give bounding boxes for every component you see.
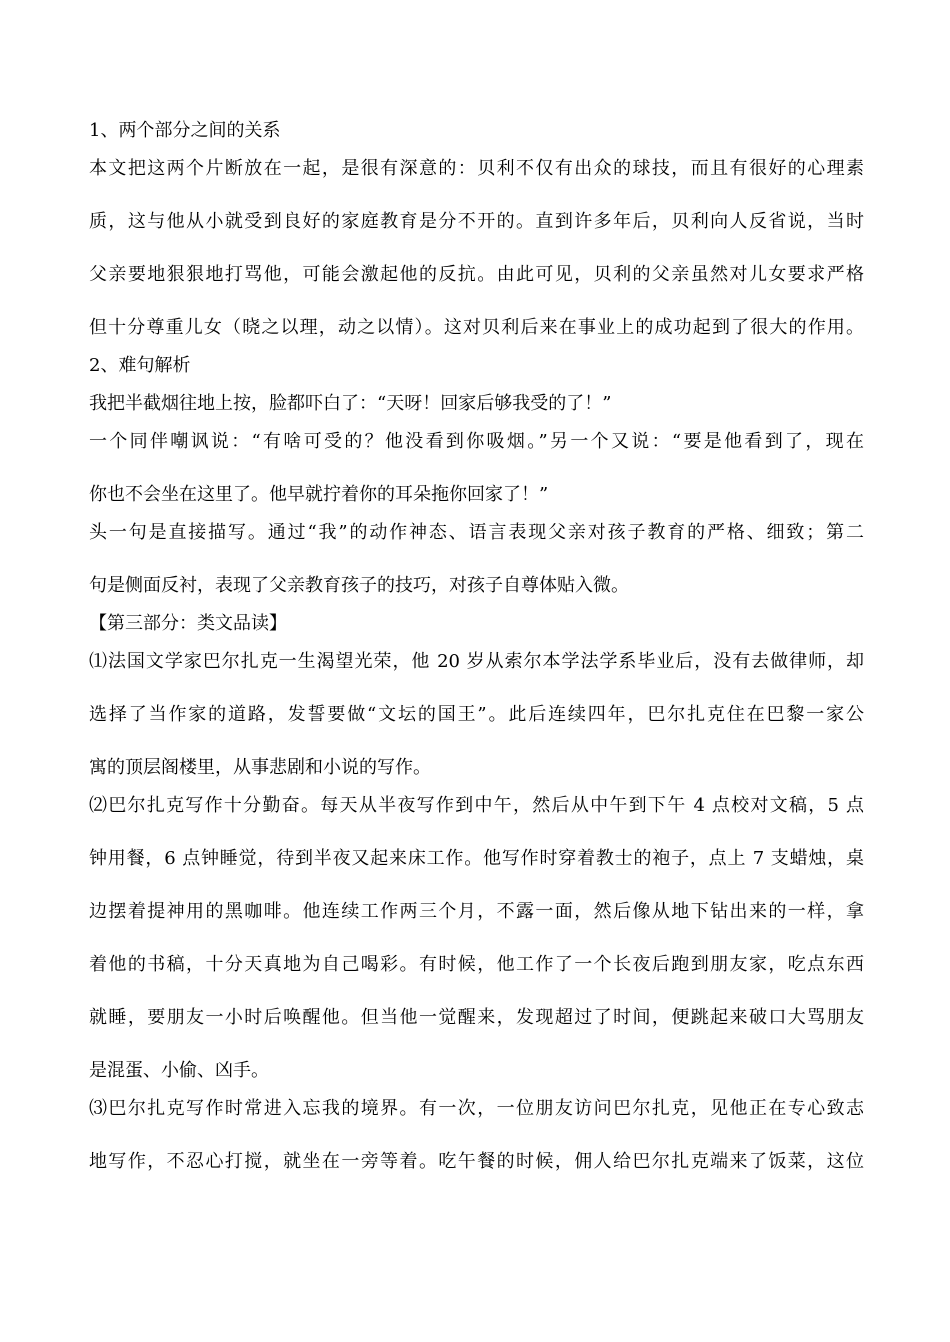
paragraph-line: 就睡，要朋友一小时后唤醒他。但当他一觉醒来，发现超过了时间，便跳起来破口大骂朋友	[89, 1007, 864, 1028]
paragraph-line: 质，这与他从小就受到良好的家庭教育是分不开的。直到许多年后，贝利向人反省说，当时	[89, 211, 864, 232]
paragraph-line: 但十分尊重儿女（晓之以理，动之以情）。这对贝利后来在事业上的成功起到了很大的作用。	[89, 317, 864, 338]
paragraph-line: 头一句是直接描写。通过“我”的动作神态、语言表现父亲对孩子教育的严格、细致；第二	[89, 522, 864, 543]
paragraph-line: 地写作，不忍心打搅，就坐在一旁等着。吃午餐的时候，佣人给巴尔扎克端来了饭菜，这位	[89, 1151, 864, 1172]
paragraph-line: ⑶巴尔扎克写作时常进入忘我的境界。有一次，一位朋友访问巴尔扎克，见他正在专心致志	[89, 1098, 864, 1119]
section-heading-difficult-sentences: 2、难句解析	[89, 355, 191, 376]
section-heading-relationship: 1、两个部分之间的关系	[89, 120, 281, 141]
document-page	[89, 118, 864, 1175]
paragraph-line: 句是侧面反衬，表现了父亲教育孩子的技巧，对孩子自尊体贴入微。	[89, 575, 629, 596]
paragraph-line: 是混蛋、小偷、凶手。	[89, 1060, 269, 1081]
paragraph-line: 你也不会坐在这里了。他早就拧着你的耳朵拖你回家了！”	[89, 484, 549, 505]
paragraph-line: 一个同伴嘲讽说：“有啥可受的？他没看到你吸烟。”另一个又说：“要是他看到了，现在	[89, 431, 864, 452]
paragraph-line: ⑴法国文学家巴尔扎克一生渴望光荣，他 20 岁从索尔本学法学系毕业后，没有去做律师，却	[89, 651, 864, 672]
paragraph-line: 我把半截烟往地上按，脸都吓白了：“天呀！回家后够我受的了！”	[89, 393, 612, 414]
paragraph-line: 着他的书稿，十分天真地为自己喝彩。有时候，他工作了一个长夜后跑到朋友家，吃点东西	[89, 954, 864, 975]
section-heading-part-three: 【第三部分：类文品读】	[89, 613, 287, 634]
paragraph-line: 选择了当作家的道路，发誓要做“文坛的国王”。此后连续四年，巴尔扎克住在巴黎一家公	[89, 704, 864, 725]
paragraph-line: 父亲要地狠狠地打骂他，可能会激起他的反抗。由此可见，贝利的父亲虽然对儿女要求严格	[89, 264, 864, 285]
paragraph-line: 钟用餐，6 点钟睡觉，待到半夜又起来床工作。他写作时穿着教士的袍子，点上 7 支蜡烛，桌	[89, 848, 864, 869]
paragraph-line: 本文把这两个片断放在一起，是很有深意的：贝利不仅有出众的球技，而且有很好的心理素	[89, 158, 864, 179]
paragraph-line: 寓的顶层阁楼里，从事悲剧和小说的写作。	[89, 757, 431, 778]
paragraph-line: 边摆着提神用的黑咖啡。他连续工作两三个月，不露一面，然后像从地下钻出来的一样，拿	[89, 901, 864, 922]
paragraph-line: ⑵巴尔扎克写作十分勤奋。每天从半夜写作到中午，然后从中午到下午 4 点校对文稿，5 点	[89, 795, 864, 816]
